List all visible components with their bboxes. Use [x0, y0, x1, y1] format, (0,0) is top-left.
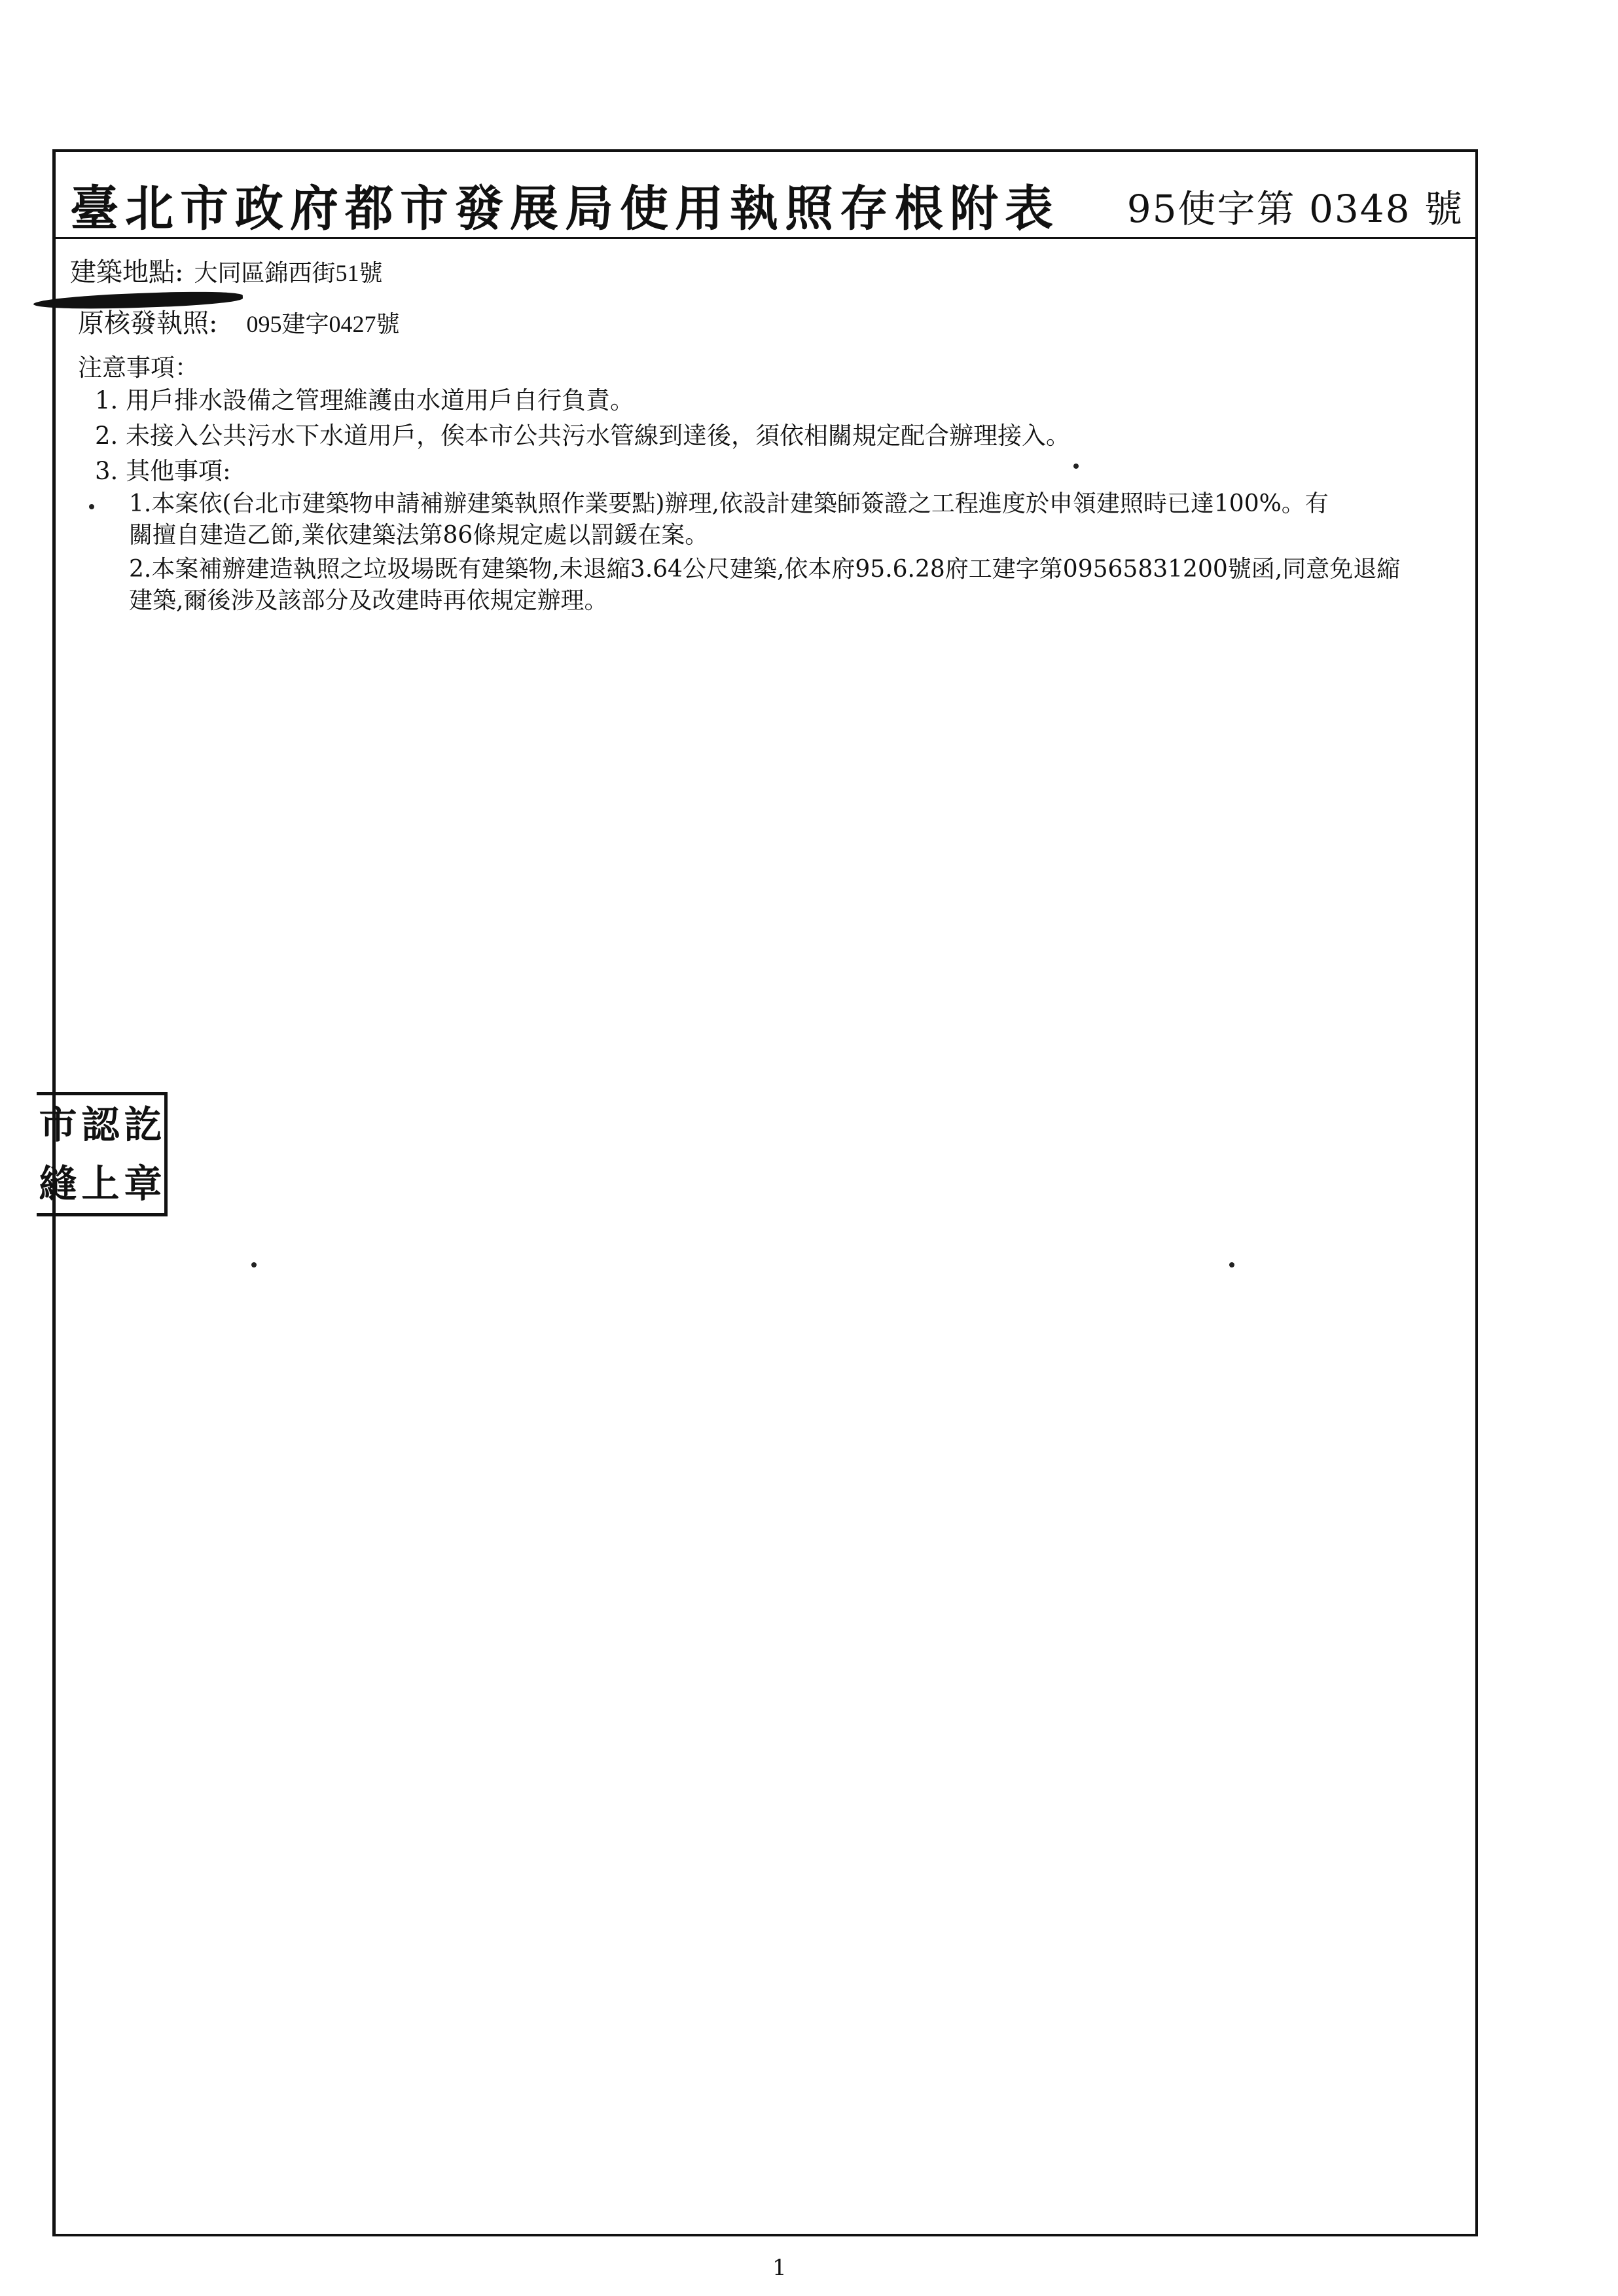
detail-2-line-1: 2.本案補辦建造執照之垃圾場既有建築物,未退縮3.64公尺建築,依本府95.6.28府工建字第09565831200號函,同意免退縮	[129, 556, 1401, 583]
stamp-char: 訖	[124, 1102, 162, 1147]
stamp-char: 上	[81, 1161, 120, 1206]
stamp-char: 認	[81, 1102, 120, 1147]
original-permit-row	[78, 308, 400, 340]
document-number: 95使字第 0348 號	[1126, 187, 1464, 231]
original-permit-label: 原核發執照:	[78, 308, 218, 338]
location-label: 建築地點:	[70, 257, 184, 287]
page-number: 1	[772, 2255, 787, 2281]
seam-seal-stamp	[37, 1092, 168, 1216]
detail-2-line-2: 建築,爾後涉及該部分及改建時再依規定辦理。	[129, 587, 608, 614]
original-permit-value: 095建字0427號	[246, 311, 400, 337]
document-header	[56, 152, 1475, 239]
document-title: 臺北市政府都市發展局使用執照存根附表	[70, 181, 1060, 237]
note-item-1: 1. 用戶排水設備之管理維護由水道用戶自行負責。	[95, 386, 635, 414]
location-row	[70, 257, 383, 289]
scan-speck	[1229, 1262, 1234, 1267]
location-value: 大同區錦西街51號	[194, 260, 383, 286]
note-item-3-heading: 3. 其他事項:	[95, 457, 231, 485]
scan-speck	[1073, 464, 1079, 469]
stamp-char: 章	[124, 1161, 162, 1206]
notes-heading: 注意事項：	[78, 354, 199, 382]
scan-speck	[251, 1262, 257, 1267]
detail-1-line-2: 關擅自建造乙節,業依建築法第86條規定處以罰鍰在案。	[129, 522, 709, 549]
scan-speck	[89, 504, 94, 509]
stamp-char: 縫	[39, 1161, 77, 1206]
document-frame	[52, 149, 1478, 2236]
stamp-char: 市	[39, 1102, 77, 1147]
note-item-2: 2. 未接入公共污水下水道用戶，俟本市公共污水管線到達後，須依相關規定配合辦理接入。	[95, 422, 1071, 450]
detail-1-line-1: 1.本案依(台北市建築物申請補辦建築執照作業要點)辦理,依設計建築師簽證之工程進度於申領建照時已達100%。有	[129, 490, 1329, 517]
